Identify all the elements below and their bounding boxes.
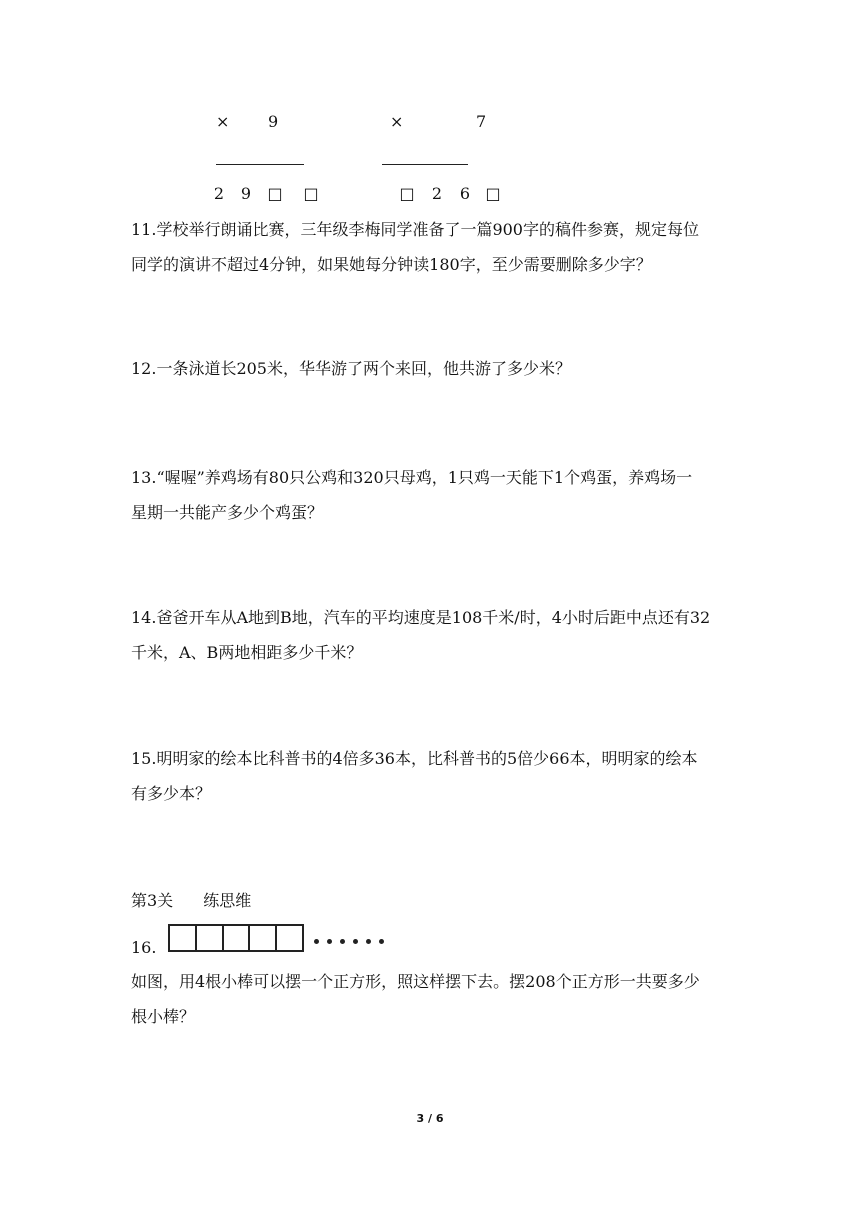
question-14 bbox=[131, 600, 741, 670]
question-line: 14.爸爸开车从A地到B地，汽车的平均速度是108千米/时，4小时后距中点还有32 bbox=[131, 608, 711, 627]
result-blank-box: □ bbox=[267, 184, 283, 203]
question-16-number: 16. bbox=[131, 938, 157, 957]
result-digit: 2 bbox=[431, 184, 443, 203]
result-digit: 6 bbox=[459, 184, 471, 203]
result-digit: 2 bbox=[213, 184, 225, 203]
dot bbox=[353, 939, 358, 944]
dot bbox=[327, 939, 332, 944]
calc-rule bbox=[216, 164, 304, 165]
question-line: 15.明明家的绘本比科普书的4倍多36本，比科普书的5倍少66本，明明家的绘本 bbox=[131, 749, 698, 768]
question-line: 星期一共能产多少个鸡蛋？ bbox=[131, 503, 324, 522]
multiplier: 9 bbox=[268, 112, 279, 131]
square-cell bbox=[170, 926, 197, 950]
question-12 bbox=[131, 351, 741, 386]
question-line: 如图，用4根小棒可以摆一个正方形，照这样摆下去。摆208个正方形一共要多少 bbox=[131, 972, 700, 991]
question-line: 同学的演讲不超过4分钟，如果她每分钟读180字，至少需要删除多少字？ bbox=[131, 255, 652, 274]
times-sign: × bbox=[216, 112, 230, 131]
question-line: 13.“喔喔”养鸡场有80只公鸡和320只母鸡，1只鸡一天能下1个鸡蛋，养鸡场一 bbox=[131, 468, 693, 487]
question-line: 12.一条泳道长205米，华华游了两个来回，他共游了多少米？ bbox=[131, 359, 571, 378]
square-cell bbox=[197, 926, 224, 950]
question-15 bbox=[131, 741, 741, 811]
dot bbox=[314, 939, 319, 944]
question-16 bbox=[131, 964, 741, 1034]
square-cell bbox=[250, 926, 277, 950]
matchstick-squares-figure bbox=[168, 924, 304, 952]
section-title: 练思维 bbox=[203, 891, 252, 910]
page-number: 3 / 6 bbox=[416, 1112, 444, 1125]
question-line: 有多少本？ bbox=[131, 784, 212, 803]
result-blank-box: □ bbox=[399, 184, 415, 203]
section-heading bbox=[131, 888, 251, 911]
question-line: 千米，A、B两地相距多少千米？ bbox=[131, 643, 363, 662]
question-11 bbox=[131, 212, 741, 282]
square-cell bbox=[277, 926, 302, 950]
question-13 bbox=[131, 460, 741, 530]
square-cell bbox=[224, 926, 251, 950]
multiplier: 7 bbox=[476, 112, 487, 131]
question-line: 根小棒？ bbox=[131, 1007, 196, 1026]
question-line: 11.学校举行朗诵比赛，三年级李梅同学准备了一篇900字的稿件参赛，规定每位 bbox=[131, 220, 699, 239]
times-sign: × bbox=[390, 112, 404, 131]
dot bbox=[340, 939, 345, 944]
result-digit: 9 bbox=[240, 184, 252, 203]
dot bbox=[366, 939, 371, 944]
dot bbox=[379, 939, 384, 944]
result-blank-box: □ bbox=[485, 184, 501, 203]
result-blank-box: □ bbox=[303, 184, 319, 203]
ellipsis-dots bbox=[314, 939, 384, 944]
section-name: 第3关 bbox=[131, 891, 174, 910]
calc-rule bbox=[382, 164, 468, 165]
